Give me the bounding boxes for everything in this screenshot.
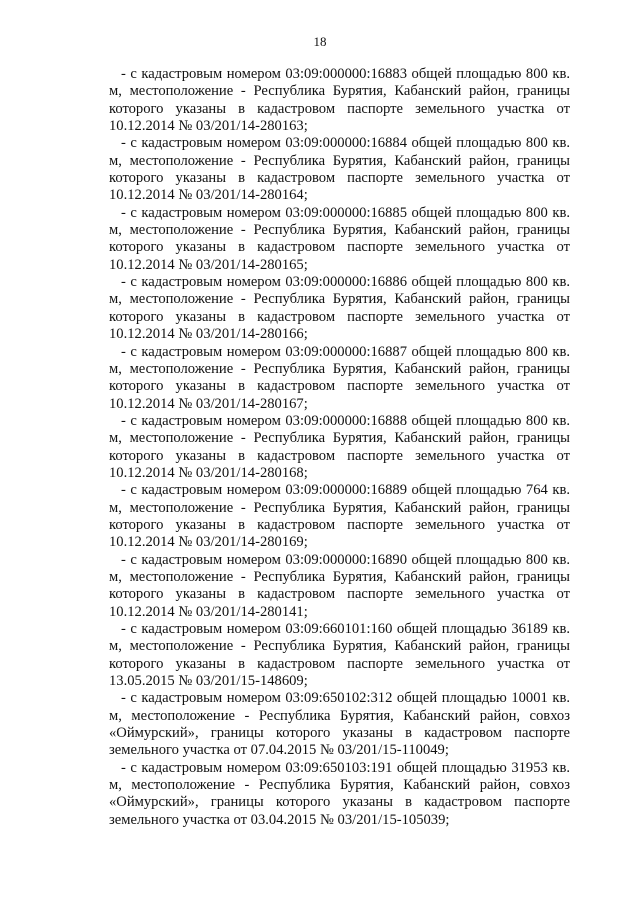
land-plot-entry: - с кадастровым номером 03:09:000000:16887 общей площадью 800 кв. м, местоположение - Республика Бурятия, Кабанский район, границы которого указаны в кадастровом паспорте земельного участка от 10.12.2014 № 03/201/14-280167; bbox=[109, 343, 570, 412]
land-plot-entry: - с кадастровым номером 03:09:000000:16889 общей площадью 764 кв. м, местоположение - Республика Бурятия, Кабанский район, границы которого указаны в кадастровом паспорте земельного участка от 10.12.2014 № 03/201/14-280169; bbox=[109, 482, 570, 551]
land-plot-entry: - с кадастровым номером 03:09:660101:160 общей площадью 36189 кв. м, местоположение - Республика Бурятия, Кабанский район, границы которого указаны в кадастровом паспорте земельного участка от 13.05.2015 № 03/201/15-148609; bbox=[109, 621, 570, 690]
page-number: 18 bbox=[313, 34, 327, 49]
land-plot-entry: - с кадастровым номером 03:09:000000:16883 общей площадью 800 кв. м, местоположение - Республика Бурятия, Кабанский район, границы которого указаны в кадастровом паспорте земельного участка от 10.12.2014 № 03/201/14-280163; bbox=[109, 66, 570, 135]
land-plot-entry: - с кадастровым номером 03:09:000000:16886 общей площадью 800 кв. м, местоположение - Республика Бурятия, Кабанский район, границы которого указаны в кадастровом паспорте земельного участка от 10.12.2014 № 03/201/14-280166; bbox=[109, 274, 570, 343]
land-plot-entry: - с кадастровым номером 03:09:000000:16885 общей площадью 800 кв. м, местоположение - Республика Бурятия, Кабанский район, границы которого указаны в кадастровом паспорте земельного участка от 10.12.2014 № 03/201/14-280165; bbox=[109, 204, 570, 273]
land-plot-entry: - с кадастровым номером 03:09:000000:16884 общей площадью 800 кв. м, местоположение - Республика Бурятия, Кабанский район, границы которого указаны в кадастровом паспорте земельного участка от 10.12.2014 № 03/201/14-280164; bbox=[109, 135, 570, 204]
document-body bbox=[109, 66, 570, 829]
land-plot-entry: - с кадастровым номером 03:09:000000:16890 общей площадью 800 кв. м, местоположение - Республика Бурятия, Кабанский район, границы которого указаны в кадастровом паспорте земельного участка от 10.12.2014 № 03/201/14-280141; bbox=[109, 551, 570, 620]
land-plot-entry: - с кадастровым номером 03:09:650103:191 общей площадью 31953 кв. м, местоположение - Республика Бурятия, Кабанский район, совхоз «Оймурский», границы которого указаны в кадастровом паспорте земельного участка от 03.04.2015 № 03/201/15-105039; bbox=[109, 759, 570, 828]
land-plot-entry: - с кадастровым номером 03:09:650102:312 общей площадью 10001 кв. м, местоположение - Республика Бурятия, Кабанский район, совхоз «Оймурский», границы которого указаны в кадастровом паспорте земельного участка от 07.04.2015 № 03/201/15-110049; bbox=[109, 690, 570, 759]
land-plot-entry: - с кадастровым номером 03:09:000000:16888 общей площадью 800 кв. м, местоположение - Республика Бурятия, Кабанский район, границы которого указаны в кадастровом паспорте земельного участка от 10.12.2014 № 03/201/14-280168; bbox=[109, 412, 570, 481]
